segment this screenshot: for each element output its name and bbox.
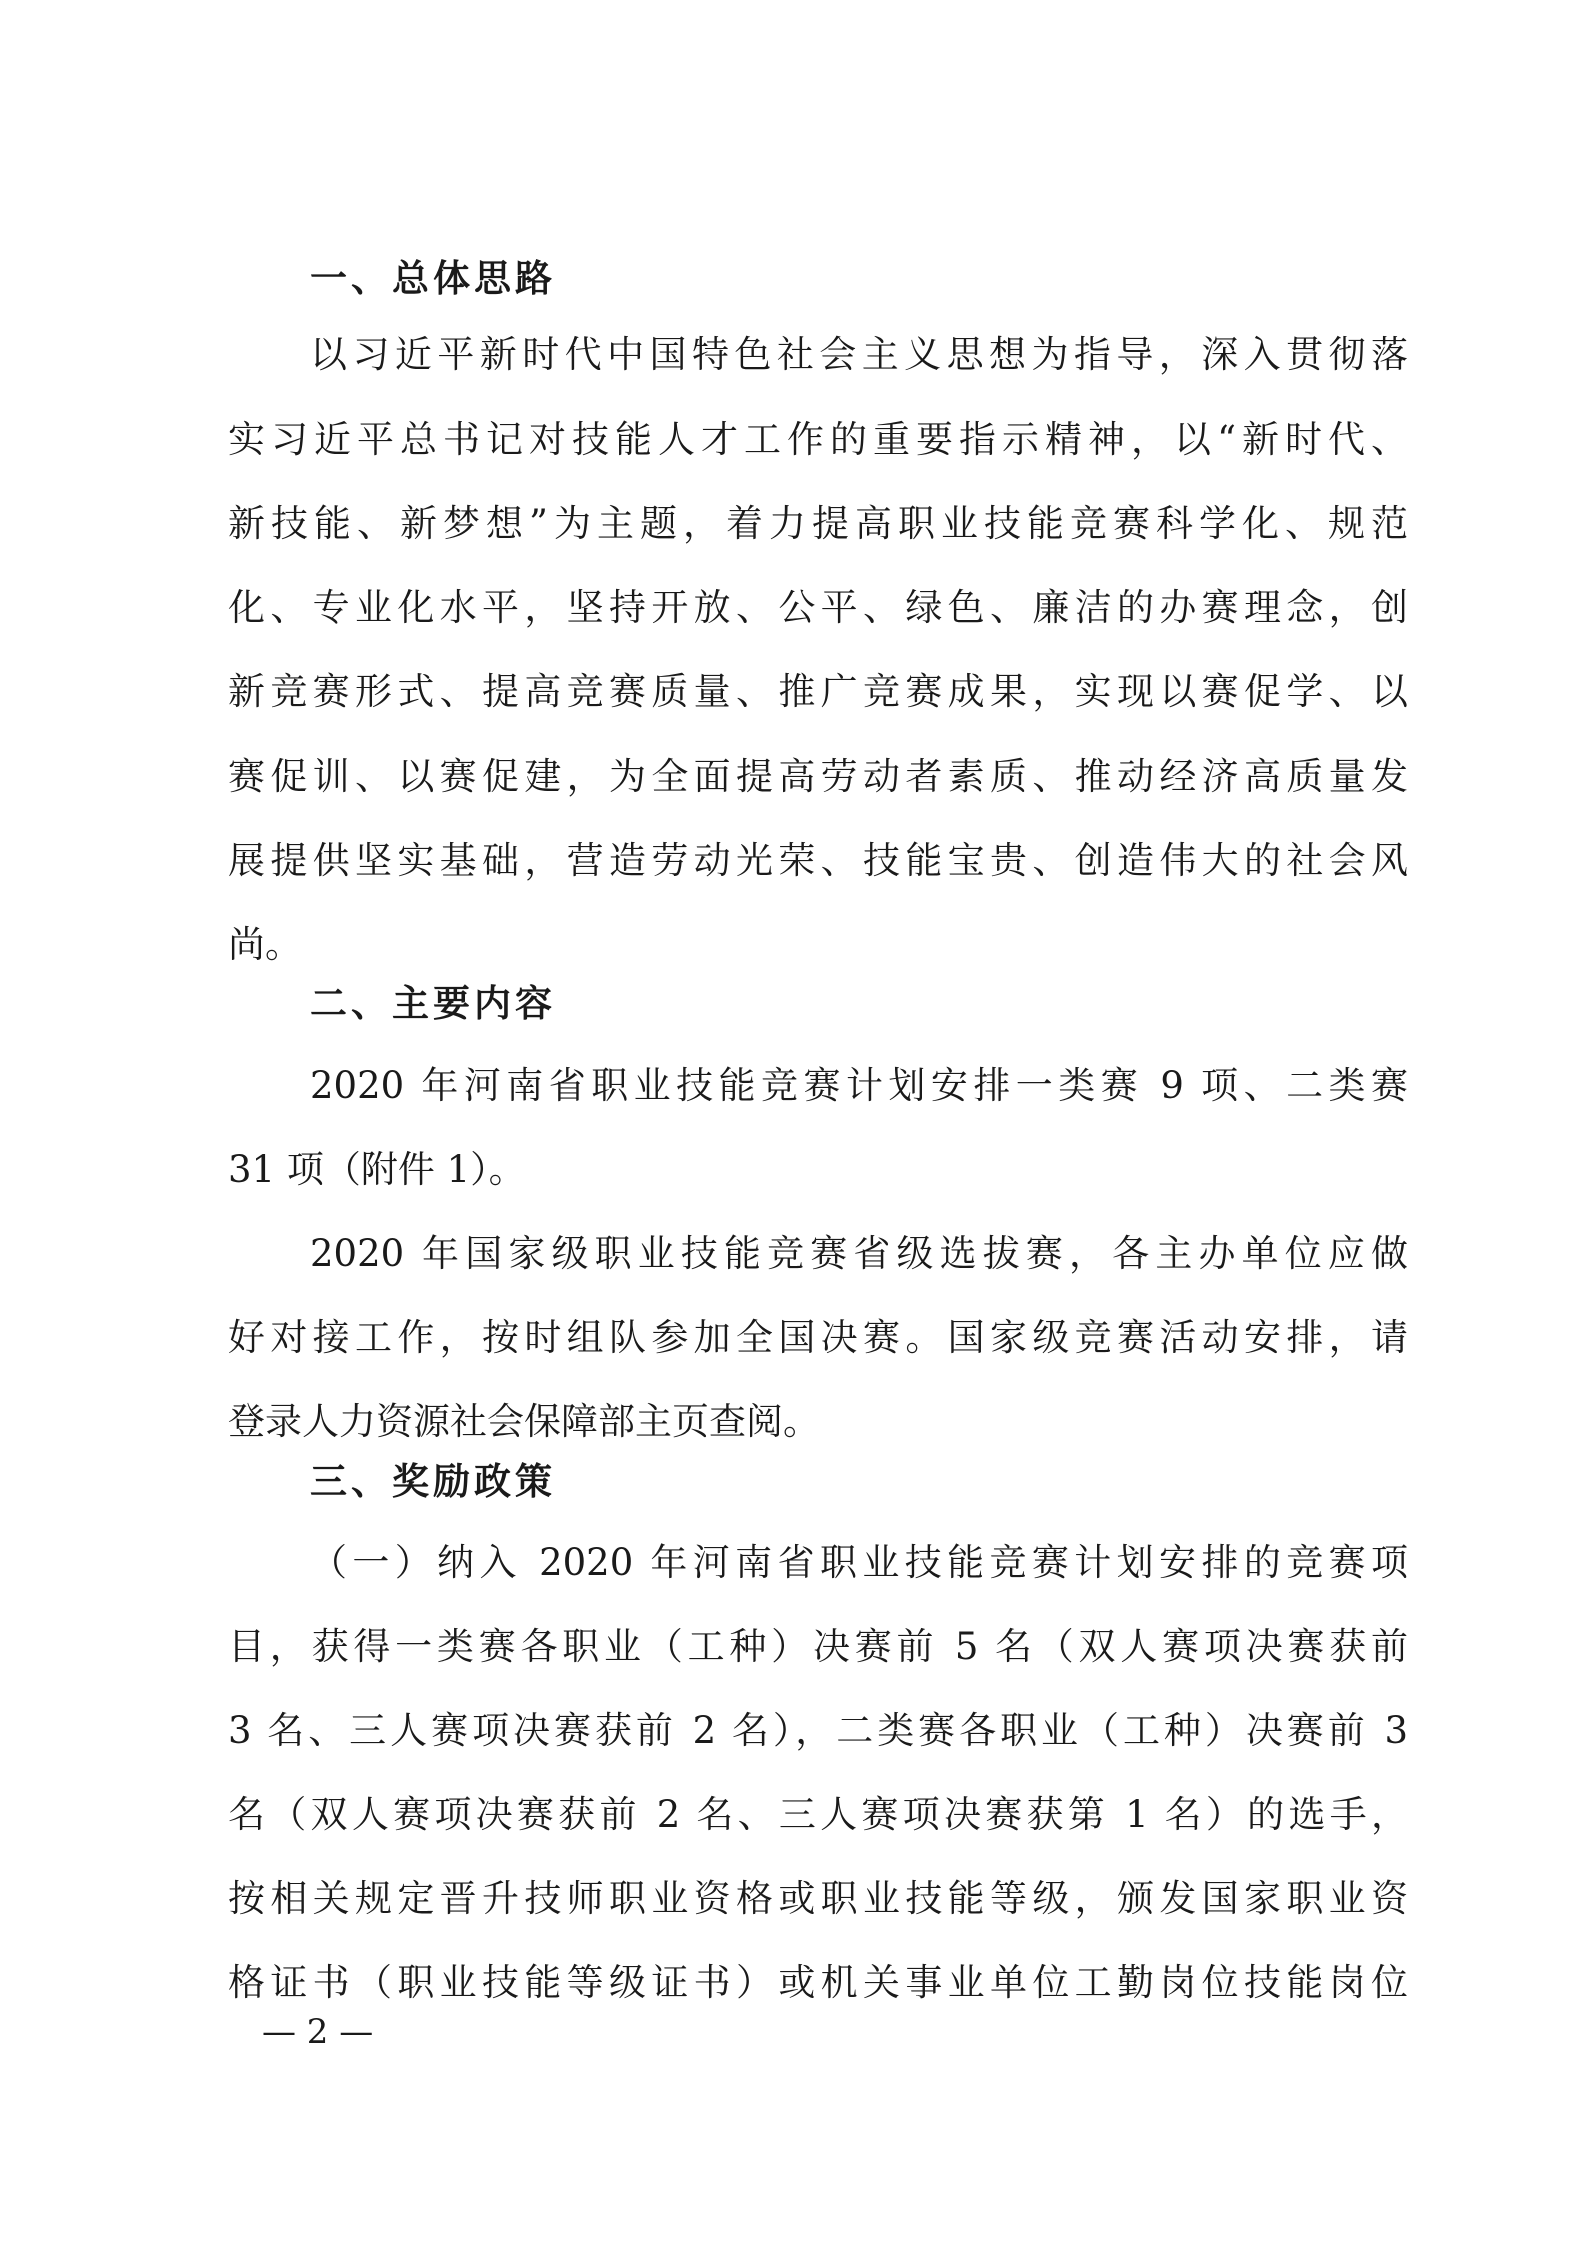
paragraph-line: 2020 年国家级职业技能竞赛省级选拔赛，各主办单位应做: [310, 1232, 1408, 1275]
section-heading-reward-policy: 三、奖励政策: [310, 1460, 556, 1503]
paragraph-line: 尚。: [228, 923, 302, 966]
paragraph-line: 3 名、三人赛项决赛获前 2 名），二类赛各职业（工种）决赛前 3: [228, 1709, 1408, 1752]
paragraph-line: 按相关规定晋升技师职业资格或职业技能等级，颁发国家职业资: [228, 1877, 1408, 1920]
paragraph-line: 以习近平新时代中国特色社会主义思想为指导，深入贯彻落: [310, 333, 1408, 376]
paragraph-line: （一）纳入 2020 年河南省职业技能竞赛计划安排的竞赛项: [310, 1541, 1408, 1584]
paragraph-line: 新技能、新梦想”为主题，着力提高职业技能竞赛科学化、规范: [228, 502, 1408, 545]
page-number: — 2 —: [262, 2012, 374, 2052]
section-heading-main-content: 二、主要内容: [310, 982, 556, 1025]
paragraph-line: 赛促训、以赛促建，为全面提高劳动者素质、推动经济高质量发: [228, 755, 1408, 798]
section-heading-general-approach: 一、总体思路: [310, 257, 556, 300]
paragraph-line: 登录人力资源社会保障部主页查阅。: [228, 1400, 820, 1443]
paragraph-line: 2020 年河南省职业技能竞赛计划安排一类赛 9 项、二类赛: [310, 1064, 1408, 1107]
paragraph-line: 31 项（附件 1）。: [228, 1148, 526, 1191]
paragraph-line: 好对接工作，按时组队参加全国决赛。国家级竞赛活动安排，请: [228, 1316, 1408, 1359]
paragraph-line: 目，获得一类赛各职业（工种）决赛前 5 名（双人赛项决赛获前: [228, 1625, 1408, 1668]
paragraph-line: 展提供坚实基础，营造劳动光荣、技能宝贵、创造伟大的社会风: [228, 839, 1408, 882]
paragraph-line: 实习近平总书记对技能人才工作的重要指示精神，以“新时代、: [228, 418, 1408, 461]
paragraph-line: 化、专业化水平，坚持开放、公平、绿色、廉洁的办赛理念，创: [228, 586, 1408, 629]
paragraph-line: 新竞赛形式、提高竞赛质量、推广竞赛成果，实现以赛促学、以: [228, 670, 1408, 713]
paragraph-line: 格证书（职业技能等级证书）或机关事业单位工勤岗位技能岗位: [228, 1961, 1408, 2004]
paragraph-line: 名（双人赛项决赛获前 2 名、三人赛项决赛获第 1 名）的选手，: [228, 1793, 1408, 1836]
